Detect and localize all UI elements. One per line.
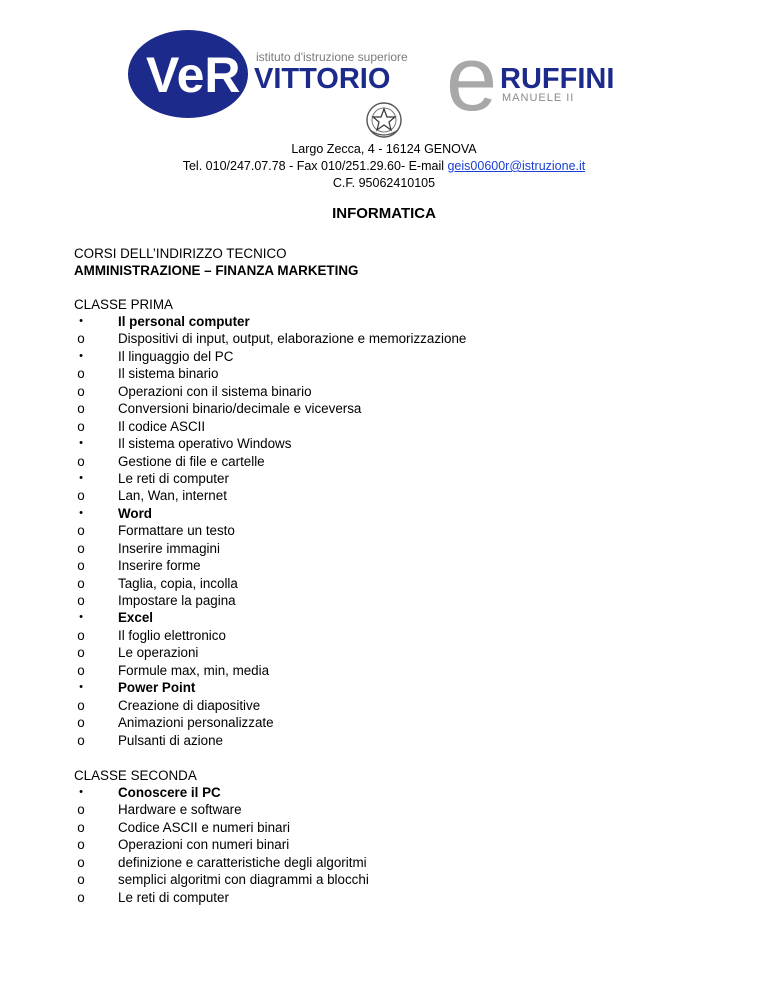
list-item-text: Conoscere il PC — [118, 785, 221, 800]
list-item-text: Gestione di file e cartelle — [118, 453, 265, 469]
list-item-text: Formule max, min, media — [118, 662, 270, 678]
circle-bullet-icon: o — [77, 837, 85, 853]
list-item-text: Hardware e software — [118, 802, 242, 818]
logo-ruffini: RUFFINI — [500, 63, 615, 95]
logo-e: e — [446, 28, 498, 120]
circle-bullet-icon: o — [77, 854, 85, 870]
bullet-icon: • — [79, 681, 83, 694]
circle-bullet-icon: o — [77, 872, 85, 888]
list-item-text: Lan, Wan, internet — [118, 488, 227, 504]
circle-bullet-icon: o — [77, 366, 85, 382]
list-item-text: Operazioni con numeri binari — [118, 837, 290, 853]
address-line: Largo Zecca, 4 - 16124 GENOVA — [291, 142, 477, 156]
list-item-text: Animazioni personalizzate — [118, 715, 274, 731]
bullet-icon: • — [79, 437, 83, 450]
classe-seconda-heading: CLASSE SECONDA — [74, 768, 197, 783]
circle-bullet-icon: o — [77, 697, 85, 713]
classe-prima-heading: CLASSE PRIMA — [74, 297, 173, 312]
list-item-text: Il sistema binario — [118, 366, 219, 382]
list-item-text: Excel — [118, 610, 153, 626]
list-item-text: Il sistema operativo Windows — [118, 436, 292, 452]
list-item-text: Inserire forme — [118, 558, 201, 574]
circle-bullet-icon: o — [77, 627, 85, 643]
circle-bullet-icon: o — [77, 575, 85, 591]
list-item-text: Le reti di computer — [118, 889, 229, 905]
republic-emblem-icon — [362, 100, 406, 140]
bullet-icon: • — [79, 786, 83, 798]
list-item-text: Power Point — [118, 680, 196, 696]
contact-line — [0, 158, 768, 175]
circle-bullet-icon: o — [77, 331, 85, 347]
list-item-text: Dispositivi di input, output, elaborazione e memorizzazione — [118, 331, 467, 347]
list-item-text: Word — [118, 505, 152, 521]
bullet-icon: • — [79, 349, 83, 362]
circle-bullet-icon: o — [77, 732, 85, 748]
circle-bullet-icon: o — [77, 802, 85, 818]
page-title: INFORMATICA — [332, 205, 436, 222]
circle-bullet-icon: o — [77, 383, 85, 399]
bullet-icon: • — [79, 471, 83, 484]
list-item-text: definizione e caratteristiche degli algoritmi — [118, 854, 367, 870]
bullet-icon: • — [79, 315, 83, 327]
logo-vittorio: VITTORIO — [254, 63, 391, 95]
list-item-text: Il personal computer — [118, 314, 250, 329]
list-item-text: Codice ASCII e numeri binari — [118, 819, 290, 835]
list-item-text: Creazione di diapositive — [118, 697, 261, 713]
list-item-text: Il linguaggio del PC — [118, 348, 234, 364]
list-item-text: semplici algoritmi con diagrammi a blocchi — [118, 872, 369, 888]
list-item-text: Impostare la pagina — [118, 593, 236, 608]
list-item-text: Inserire immagini — [118, 540, 220, 556]
list-item-text: Operazioni con il sistema binario — [118, 383, 312, 399]
circle-bullet-icon: o — [77, 645, 85, 661]
list-item-text: Il codice ASCII — [118, 418, 206, 434]
circle-bullet-icon: o — [77, 715, 85, 731]
fiscal-code: C.F. 95062410105 — [332, 176, 436, 190]
list-item-text: Conversioni binario/decimale e viceversa — [118, 401, 362, 417]
circle-bullet-icon: o — [77, 889, 85, 905]
circle-bullet-icon: o — [77, 488, 85, 504]
circle-bullet-icon: o — [77, 453, 85, 469]
circle-bullet-icon: o — [77, 558, 85, 574]
courses-label: CORSI DELL’INDIRIZZO TECNICO — [74, 246, 287, 261]
circle-bullet-icon: o — [77, 593, 85, 608]
list-item-text: Il foglio elettronico — [118, 627, 226, 643]
logo-tagline: istituto d'istruzione superiore — [256, 50, 408, 64]
circle-bullet-icon: o — [77, 418, 85, 434]
logo-manuele: MANUELE II — [502, 92, 575, 104]
circle-bullet-icon: o — [77, 819, 85, 835]
program-name: AMMINISTRAZIONE – FINANZA MARKETING — [74, 263, 359, 278]
list-item-text: Formattare un testo — [118, 523, 235, 539]
circle-bullet-icon: o — [77, 540, 85, 556]
circle-bullet-icon: o — [77, 523, 85, 539]
list-item-text: Pulsanti di azione — [118, 732, 223, 748]
bullet-icon: • — [79, 506, 83, 519]
logo-letter-v: VeR — [146, 47, 241, 103]
list-item-text: Le operazioni — [118, 645, 199, 661]
bullet-icon: • — [79, 611, 83, 624]
email-link[interactable]: geis00600r@istruzione.it — [447, 159, 586, 173]
circle-bullet-icon: o — [77, 662, 85, 678]
circle-bullet-icon: o — [77, 401, 85, 417]
list-item-text: Taglia, copia, incolla — [118, 575, 238, 591]
phone-fax: Tel. 010/247.07.78 - Fax 010/251.29.60- E-mail — [182, 159, 448, 173]
list-item-text: Le reti di computer — [118, 470, 229, 486]
